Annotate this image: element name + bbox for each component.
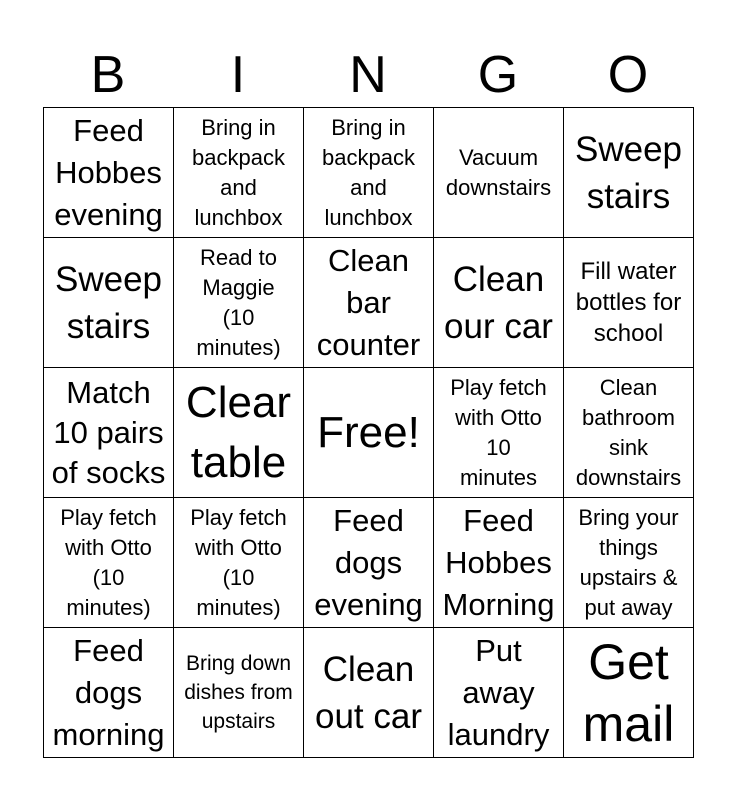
bingo-cell-r1c2[interactable] — [174, 108, 304, 238]
cell-label: Bring in backpack and lunchbox — [322, 114, 415, 230]
bingo-cell-r4c2[interactable] — [174, 498, 304, 628]
cell-label: Feed dogs morning — [52, 632, 165, 752]
bingo-cell-r2c5[interactable] — [564, 238, 694, 368]
bingo-board — [43, 107, 694, 758]
cell-label: Read to Maggie (10 minutes) — [196, 244, 281, 360]
bingo-cell-r5c3[interactable] — [304, 628, 434, 758]
bingo-cell-r2c2[interactable] — [174, 238, 304, 368]
bingo-cell-r1c5[interactable] — [564, 108, 694, 238]
bingo-cell-r4c1[interactable] — [44, 498, 174, 628]
cell-label: Clean our car — [444, 259, 553, 346]
cell-label: Fill water bottles for school — [575, 258, 682, 347]
bingo-cell-r1c3[interactable] — [304, 108, 434, 238]
bingo-cell-r4c3[interactable] — [304, 498, 434, 628]
bingo-cell-r3c4[interactable] — [434, 368, 564, 498]
cell-label: Sweep stairs — [574, 129, 683, 216]
cell-label: Clean out car — [315, 649, 422, 736]
cell-label: Play fetch with Otto (10 minutes) — [60, 504, 157, 620]
header-letter-o: O — [607, 46, 649, 104]
cell-label: Play fetch with Otto (10 minutes) — [190, 504, 287, 620]
cell-label: Feed Hobbes evening — [54, 112, 163, 232]
bingo-cell-r1c4[interactable] — [434, 108, 564, 238]
bingo-cell-r2c3[interactable] — [304, 238, 434, 368]
bingo-cell-r1c1[interactable] — [44, 108, 174, 238]
bingo-cell-r5c4[interactable] — [434, 628, 564, 758]
cell-label: Bring down dishes from upstairs — [184, 652, 293, 733]
bingo-cell-r4c4[interactable] — [434, 498, 564, 628]
bingo-cell-r3c3[interactable] — [304, 368, 434, 498]
bingo-cell-r4c5[interactable] — [564, 498, 694, 628]
cell-label: Match 10 pairs of socks — [51, 374, 166, 490]
bingo-cell-r5c1[interactable] — [44, 628, 174, 758]
header-letter-n: N — [349, 46, 387, 104]
bingo-cell-r3c5[interactable] — [564, 368, 694, 498]
bingo-cell-r5c5[interactable] — [564, 628, 694, 758]
cell-label: Bring your things upstairs & put away — [578, 504, 679, 620]
bingo-cell-r5c2[interactable] — [174, 628, 304, 758]
cell-label: Clean bar counter — [316, 242, 421, 362]
bingo-cell-r2c4[interactable] — [434, 238, 564, 368]
cell-label: Put away laundry — [447, 632, 550, 752]
cell-label: Get mail — [582, 633, 675, 752]
header-letter-b: B — [90, 46, 126, 104]
bingo-cell-r3c1[interactable] — [44, 368, 174, 498]
cell-label: Clean bathroom sink downstairs — [575, 374, 682, 490]
bingo-cell-r3c2[interactable] — [174, 368, 304, 498]
bingo-cell-r2c1[interactable] — [44, 238, 174, 368]
cell-label: Feed Hobbes Morning — [442, 502, 555, 622]
cell-label: Sweep stairs — [54, 259, 163, 346]
cell-label: Bring in backpack and lunchbox — [192, 114, 285, 230]
cell-label: Clear table — [185, 377, 292, 487]
cell-label: Vacuum downstairs — [445, 144, 552, 200]
header-letter-g: G — [477, 46, 519, 104]
free-space-label: Free! — [317, 407, 420, 457]
header-letter-i: I — [230, 46, 246, 104]
cell-label: Feed dogs evening — [314, 502, 423, 622]
cell-label: Play fetch with Otto 10 minutes — [450, 374, 547, 490]
bingo-header — [43, 44, 693, 106]
